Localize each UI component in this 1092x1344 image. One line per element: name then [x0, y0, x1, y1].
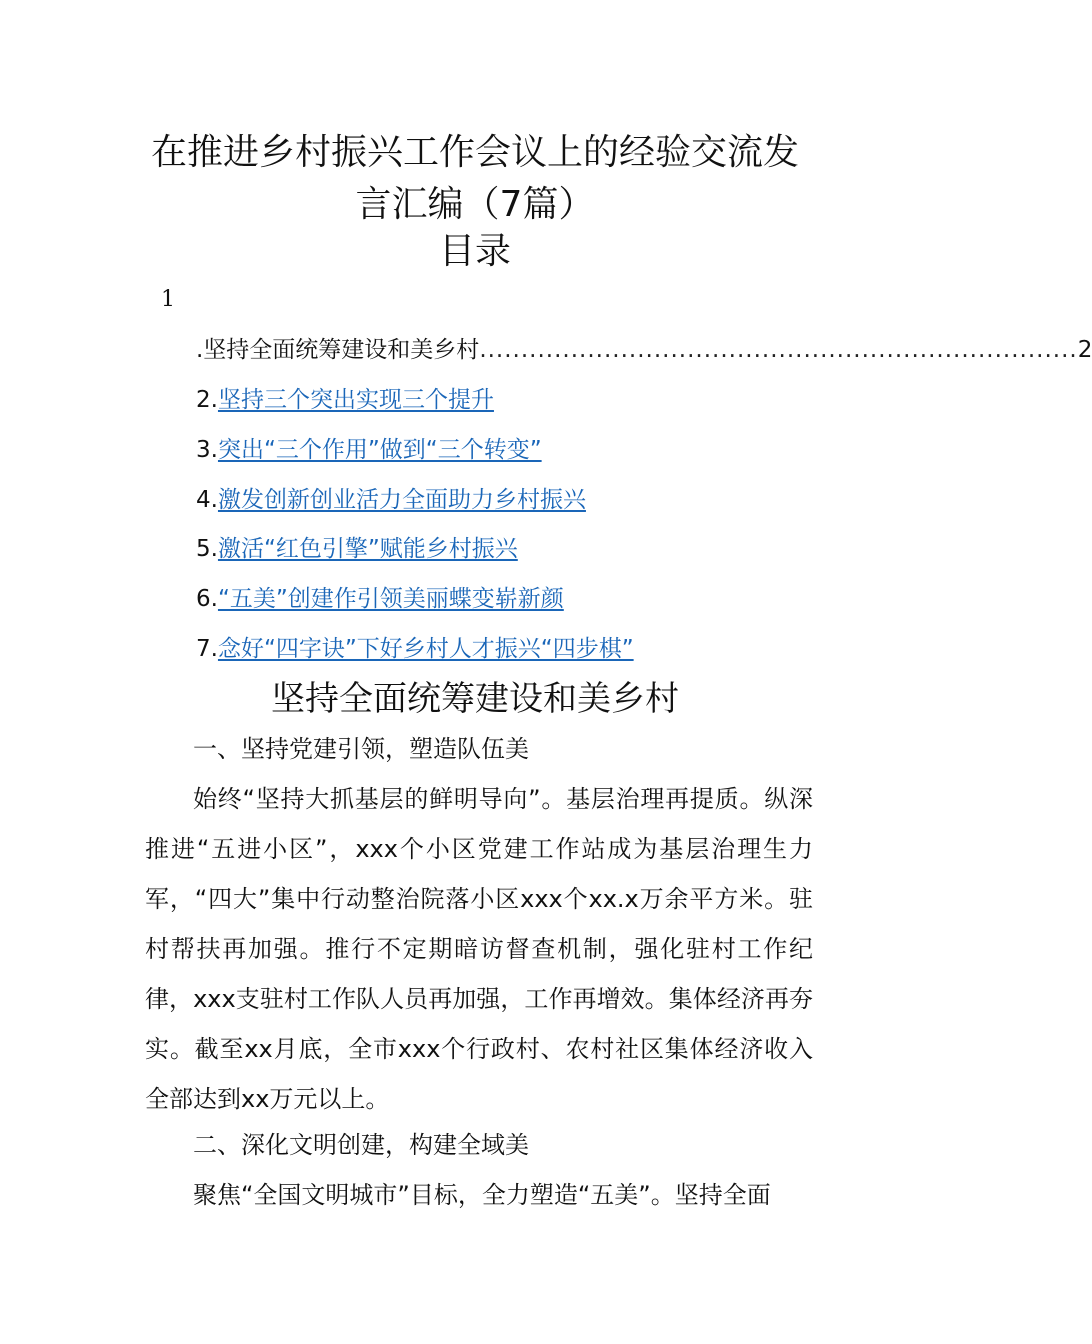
- section-heading-2: [145, 1120, 813, 1170]
- doc-title-line1: 在推进乡村振兴工作会议上的经验交流发: [150, 132, 799, 173]
- toc-link[interactable]: 激发创新创业活力全面助力乡村振兴: [217, 487, 586, 513]
- toc-page-number: 2: [1077, 337, 1092, 363]
- toc-link[interactable]: 念好“四字诀”下好乡村人才振兴“四步棋”: [217, 636, 634, 662]
- toc-entry-label: .坚持全面统筹建设和美乡村: [196, 337, 480, 363]
- toc-leader-dots: ........................................................................: [479, 337, 1078, 363]
- toc-link[interactable]: 激活“红色引擎”赋能乡村振兴: [217, 536, 518, 562]
- toc-entry-6[interactable]: [196, 583, 564, 615]
- toc-entry-number: 4.: [196, 487, 218, 513]
- doc-title-line2: 言汇编（7篇）: [355, 184, 595, 225]
- toc-entry-7[interactable]: [196, 633, 634, 665]
- body-paragraph-2: [145, 1170, 813, 1220]
- toc-entry-number: 3.: [196, 437, 218, 463]
- heading-text: 一、坚持党建引领，塑造队伍美: [193, 735, 529, 763]
- toc-entry-5[interactable]: [196, 533, 518, 565]
- toc-marker: 1: [161, 287, 175, 312]
- paragraph-text: 聚焦“全国文明城市”目标，全力塑造“五美”。坚持全面: [193, 1181, 771, 1209]
- paragraph-text: 始终“坚持大抓基层的鲜明导向”。基层治理再提质。纵深推进“五进小区”，xxx个小区党建工作站成为基层治理生力军，“四大”集中行动整治院落小区xxx个xx.x万余平方米。驻村帮扶再加强。推行不定期暗访督查机制，强化驻村工作纪律，xxx支驻村工作队人员再加强，工作再增效。集体经济再夯实。截至xx月底，全市xxx个行政村、农村社区集体经济收入全部达到xx万元以上。: [145, 785, 813, 1113]
- toc-link[interactable]: 突出“三个作用”做到“三个转变”: [217, 437, 542, 463]
- toc-entry-3[interactable]: [196, 434, 542, 466]
- section-heading-1: [145, 724, 813, 774]
- heading-text: 二、深化文明创建，构建全域美: [193, 1131, 529, 1159]
- body-paragraph-1: [145, 774, 813, 1124]
- toc-entry-2[interactable]: [196, 384, 494, 416]
- toc-entry-number: 2.: [196, 387, 218, 413]
- toc-entry-4[interactable]: [196, 484, 586, 516]
- toc-entry-number: 7.: [196, 636, 218, 662]
- toc-entry-number: 5.: [196, 536, 218, 562]
- toc-entry-number: 6.: [196, 586, 218, 612]
- toc-entry-1[interactable]: [196, 334, 1092, 366]
- section-title: 坚持全面统筹建设和美乡村: [271, 679, 679, 719]
- toc-link[interactable]: “五美”创建作引领美丽蝶变崭新颜: [217, 586, 564, 612]
- toc-heading: 目录: [438, 231, 511, 272]
- toc-link[interactable]: 坚持三个突出实现三个提升: [217, 387, 494, 413]
